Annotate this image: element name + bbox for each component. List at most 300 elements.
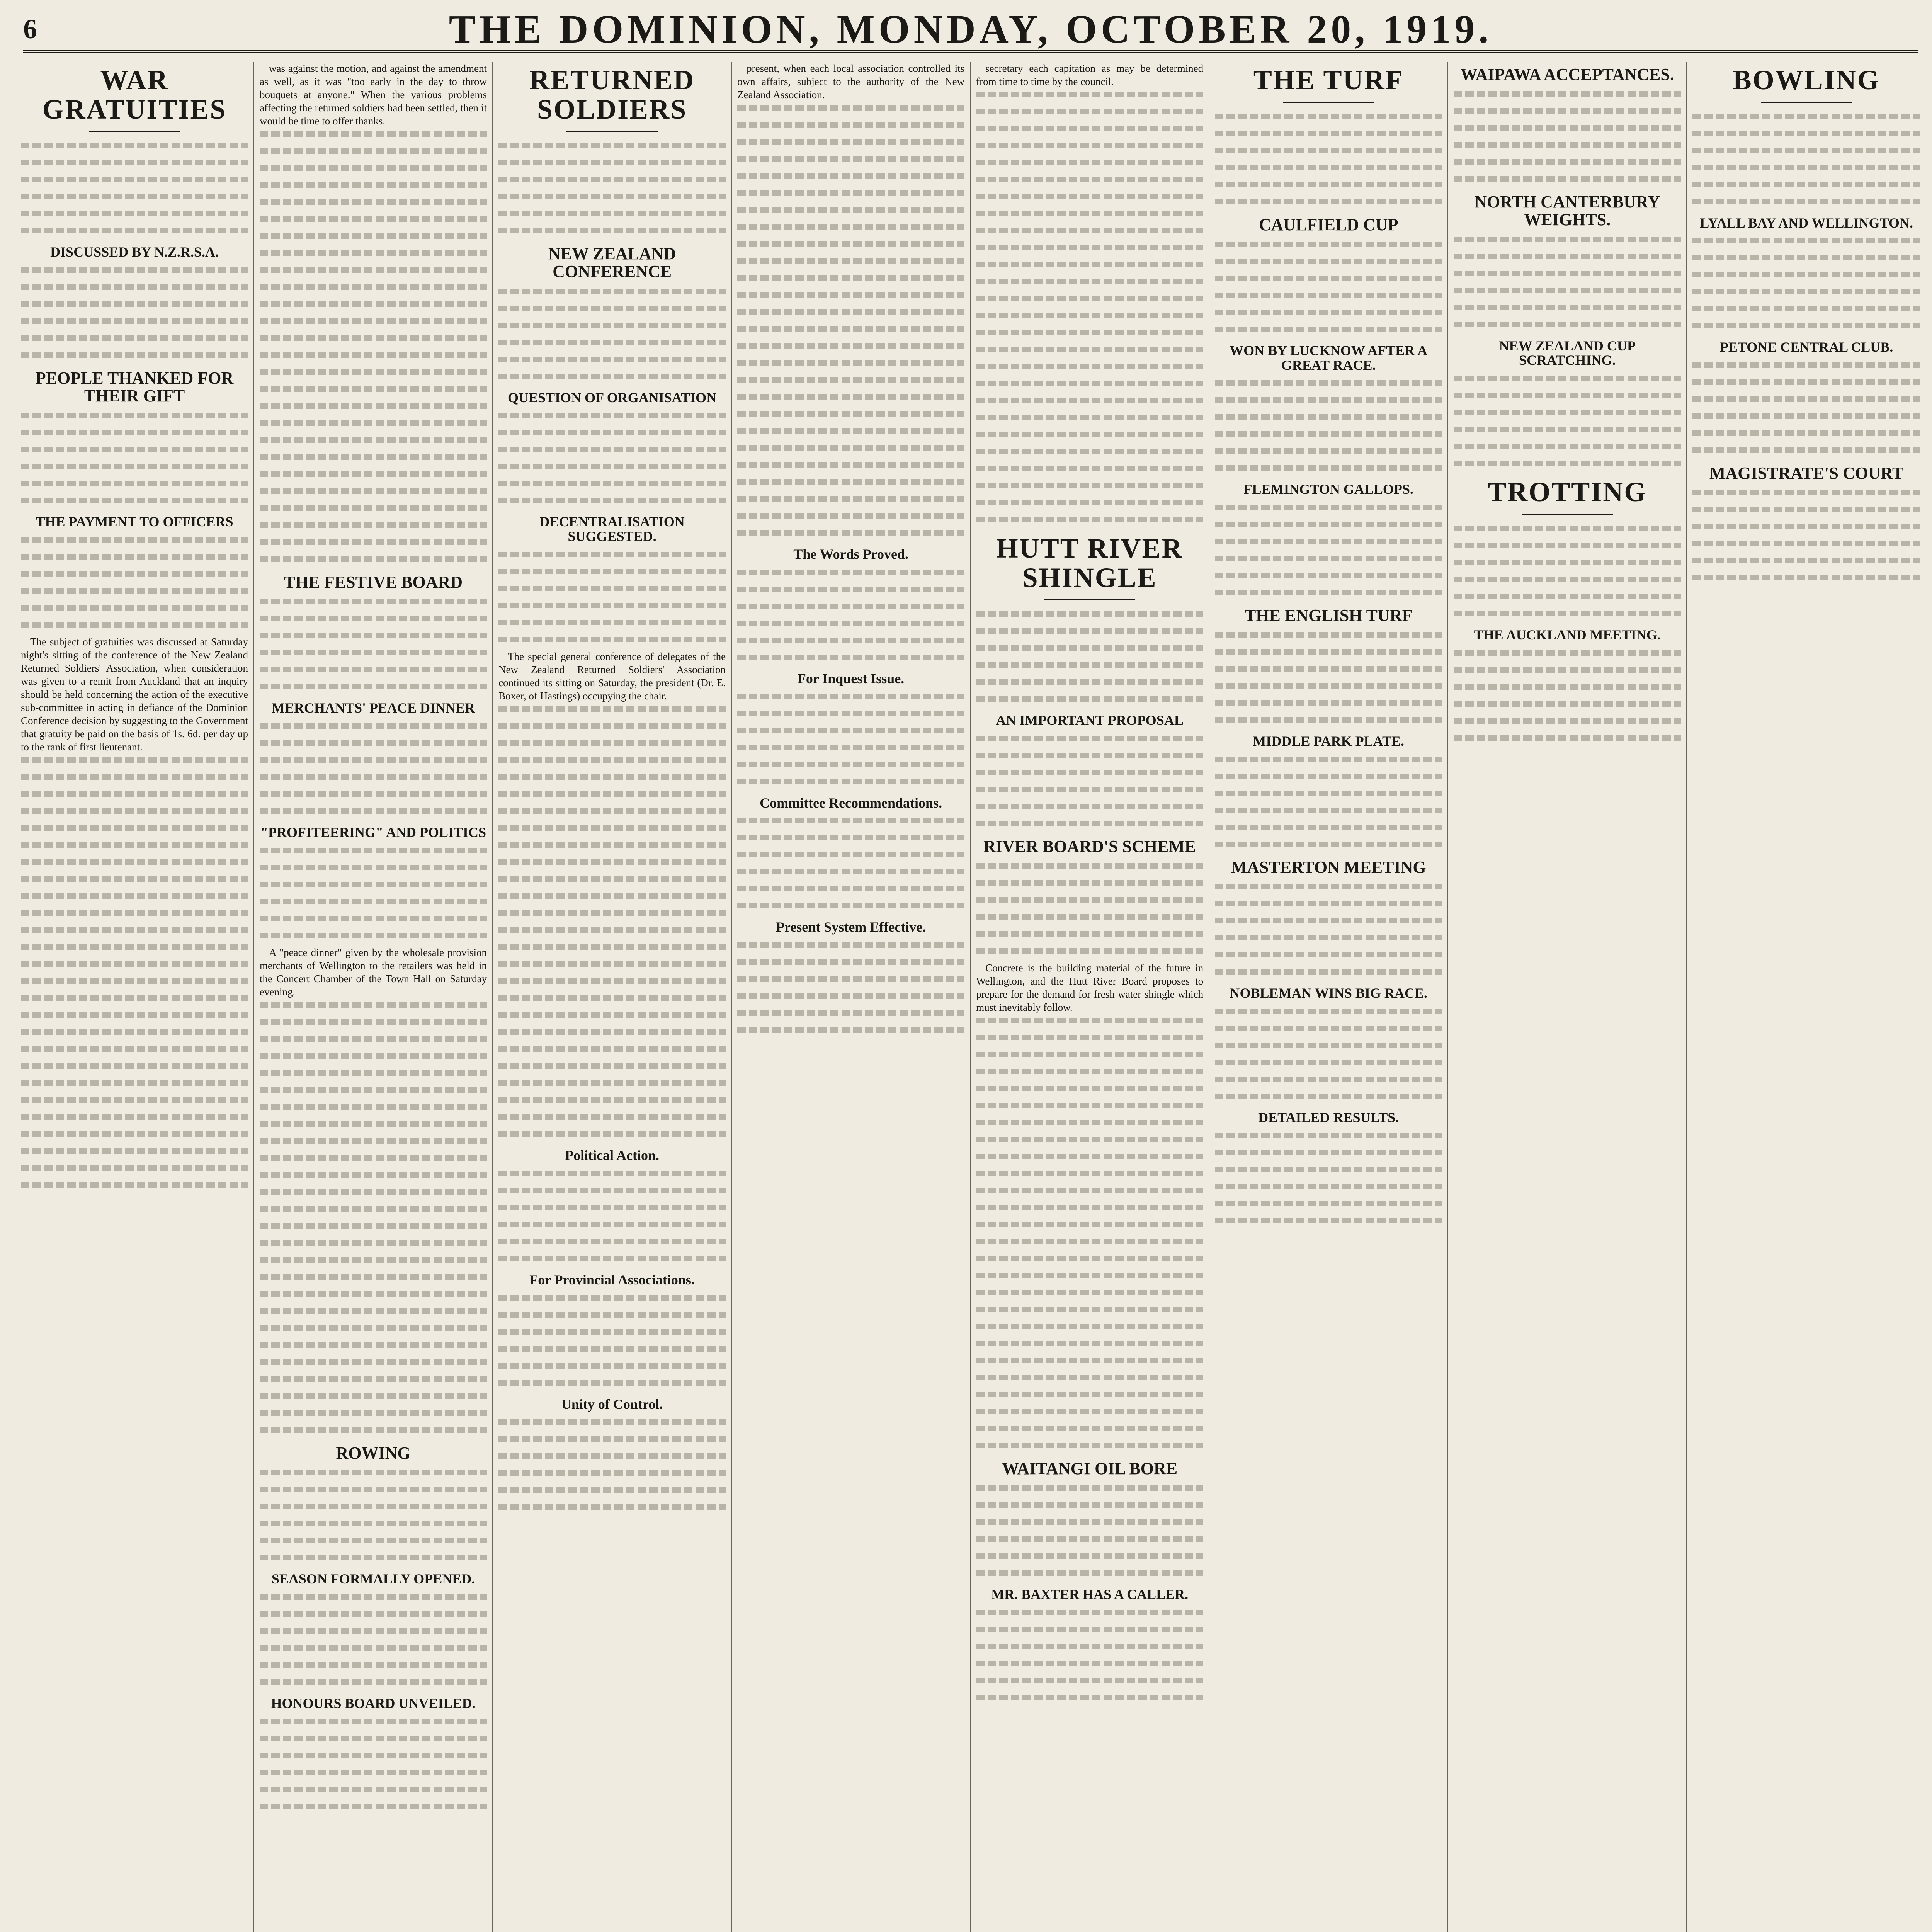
text-line [21,1128,248,1145]
text-filler [1215,110,1442,212]
text-line [1692,520,1920,537]
text-line [976,1184,1203,1201]
text-line [498,1415,726,1432]
text-line [976,1354,1203,1371]
text-line [498,838,726,855]
text-line [976,749,1203,766]
text-line [976,1269,1203,1286]
text-line [260,629,487,646]
text-line [1692,554,1920,571]
article-paragraph: The special general conference of delegates of the New Zealand Returned Soldiers' Association continued its sitting on Saturday, the president (Dr. E. Boxer, of Hastings) occupying the chair. [498,650,726,702]
headline: NEW ZEALAND CUP SCRATCHING. [1499,338,1636,368]
column-7 [1448,62,1687,1932]
text-line [976,893,1203,910]
text-line [1215,821,1442,838]
headline: DECENTRALISATION SUGGESTED. [539,514,685,544]
text-line [737,441,964,458]
text-line [737,707,964,724]
text-line [737,458,964,475]
text-line [498,923,726,940]
text-line [976,1133,1203,1150]
text-line [1454,318,1681,335]
headline: For Provincial Associations. [529,1272,695,1287]
text-line [976,428,1203,445]
text-line [21,957,248,975]
text-line [260,595,487,612]
text-line [976,675,1203,692]
text-filler [737,101,964,543]
text-line [21,567,248,584]
text-line [1454,646,1681,663]
headline: THE FESTIVE BOARD [284,573,463,592]
text-line [737,775,964,792]
text-line [976,1422,1203,1439]
text-line [976,876,1203,893]
text-line [976,207,1203,224]
text-line [976,343,1203,360]
text-line [976,1439,1203,1456]
text-line [1215,753,1442,770]
text-line [260,179,487,196]
text-line [498,770,726,787]
text-line [976,394,1203,411]
headline: RETURNED SOLDIERS [529,65,695,125]
text-line [737,186,964,203]
text-line [260,612,487,629]
text-line [21,1043,248,1060]
text-line [1215,289,1442,306]
text-line [260,998,487,1015]
text-line [1215,535,1442,552]
text-line [498,1252,726,1269]
text-line [1215,696,1442,713]
text-line [1215,178,1442,195]
text-line [21,770,248,787]
text-line [21,315,248,332]
text-line [976,1337,1203,1354]
text-filler [21,139,248,241]
text-line [21,460,248,477]
text-line [260,1624,487,1641]
headline: FLEMINGTON GALLOPS. [1243,481,1413,497]
text-line [260,1032,487,1049]
text-line [498,139,726,156]
headline: THE ENGLISH TURF [1244,606,1413,625]
text-line [1215,323,1442,340]
text-line [976,624,1203,641]
text-line [21,281,248,298]
text-line [1215,770,1442,787]
text-filler [976,1481,1203,1583]
text-line [260,1304,487,1321]
text-line [1692,268,1920,285]
text-line [260,281,487,298]
text-line [976,692,1203,709]
text-line [1215,461,1442,478]
newspaper-title: THE DOMINION, MONDAY, OCTOBER 20, 1919. [449,7,1493,51]
text-line [21,889,248,906]
text-line [976,190,1203,207]
text-line [498,940,726,957]
column-3 [493,62,732,1932]
text-line [21,1145,248,1162]
text-filler [1215,376,1442,478]
text-line [260,787,487,804]
text-line [976,105,1203,122]
text-line [976,360,1203,377]
text-line [260,1287,487,1304]
text-line [737,424,964,441]
text-line [737,583,964,600]
text-line [976,1320,1203,1337]
text-line [498,1060,726,1077]
article-paragraph: present, when each local association controlled its own affairs, subject to the authority of the New Zealand Association. [737,63,965,100]
text-line [498,1167,726,1184]
text-line [498,302,726,319]
text-line [498,1043,726,1060]
text-line [1215,1197,1442,1214]
text-line [498,889,726,906]
text-line [260,349,487,366]
text-filler [1215,238,1442,340]
text-line [976,1014,1203,1031]
text-line [260,1551,487,1568]
text-line [260,1355,487,1372]
text-line [976,513,1203,530]
text-line [1215,272,1442,289]
headline: RIVER BOARD'S SCHEME [983,837,1196,856]
text-filler [1692,110,1920,212]
text-line [21,426,248,443]
text-line [498,409,726,426]
text-line [1215,897,1442,914]
text-line [1454,104,1681,121]
text-line [976,496,1203,513]
text-line [260,1483,487,1500]
text-line [260,1675,487,1692]
text-line [260,264,487,281]
text-line [498,753,726,770]
text-line [976,1235,1203,1252]
text-line [976,1099,1203,1116]
text-line [976,309,1203,326]
text-line [260,1766,487,1783]
text-line [737,356,964,373]
page-number: 6 [23,13,37,44]
text-line [498,1218,726,1235]
text-line [498,992,726,1009]
text-line [1692,444,1920,461]
text-line [21,298,248,315]
text-line [1692,376,1920,393]
text-line [498,1026,726,1043]
text-line [976,1549,1203,1566]
text-line [498,207,726,224]
text-line [1454,556,1681,573]
text-filler [1215,1005,1442,1107]
headline: HUTT RIVER SHINGLE [996,533,1183,593]
text-line [976,122,1203,139]
text-line [498,582,726,599]
text-line [498,1325,726,1342]
text-line [1215,161,1442,178]
text-line [976,1388,1203,1405]
text-line [1215,376,1442,393]
text-line [498,319,726,336]
text-line [21,855,248,872]
text-line [260,468,487,485]
text-line [498,1184,726,1201]
text-line [260,929,487,946]
text-line [1692,285,1920,302]
headline: DISCUSSED BY N.Z.R.S.A. [50,244,219,260]
text-line [737,814,964,831]
text-filler [21,753,248,1196]
text-line [21,1026,248,1043]
text-filler [1692,486,1920,588]
article-paragraph: was against the motion, and against the amendment as well, as it was "too early in the day to throw bouquets at anyone." When the various problems affecting the returned soldiers had been settled, then it would be time to offer thanks. [260,63,487,127]
text-line [498,906,726,923]
column-5 [971,62,1209,1932]
text-filler [1454,372,1681,474]
text-line [1692,110,1920,127]
text-line [260,213,487,230]
text-line [1454,233,1681,250]
text-line [1215,645,1442,662]
headline: MERCHANTS' PEACE DINNER [272,700,475,716]
text-line [498,370,726,387]
text-line [976,1371,1203,1388]
text-line [976,1498,1203,1515]
text-line [260,1715,487,1732]
headline-rule [1283,102,1374,103]
text-line [1454,406,1681,423]
text-line [976,377,1203,394]
text-line [976,1048,1203,1065]
text-filler [976,1606,1203,1708]
article-paragraph: secretary each capitation as may be determined from time to time by the council. [976,63,1204,87]
text-filler [260,595,487,697]
text-line [498,1009,726,1026]
text-line [21,1060,248,1077]
text-line [1215,1163,1442,1180]
text-line [498,1235,726,1252]
text-line [1454,573,1681,590]
text-line [976,1252,1203,1269]
text-line [498,477,726,494]
text-filler [498,1415,726,1517]
text-line [1692,486,1920,503]
text-line [498,855,726,872]
article-paragraph: Concrete is the building material of the future in Wellington, and the Hutt River Board proposes to prepare for the demand for fresh water shingle which must inevitably follow. [976,962,1204,1014]
text-line [498,633,726,650]
text-line [976,1167,1203,1184]
text-line [260,1168,487,1185]
text-line [1454,155,1681,172]
text-line [1215,1005,1442,1022]
text-line [21,264,248,281]
text-line [260,1372,487,1389]
text-line [976,1201,1203,1218]
text-filler [737,939,964,1041]
text-line [260,663,487,680]
text-line [976,479,1203,496]
text-line [21,601,248,618]
text-line [498,599,726,616]
text-filler [1454,522,1681,624]
text-filler [1454,233,1681,335]
text-line [737,152,964,169]
text-filler [260,844,487,946]
text-filler [498,139,726,241]
column-2 [254,62,493,1932]
text-line [976,817,1203,834]
text-line [737,1024,964,1041]
text-line [1215,427,1442,444]
text-line [737,203,964,220]
text-line [498,224,726,241]
text-line [21,975,248,992]
text-line [21,584,248,601]
text-line [21,618,248,635]
text-line [260,417,487,434]
text-line [976,139,1203,156]
text-line [1215,713,1442,730]
text-line [976,326,1203,343]
text-filler [1454,646,1681,748]
text-line [737,848,964,865]
text-line [260,1517,487,1534]
headline: NOBLEMAN WINS BIG RACE. [1230,985,1427,1001]
text-line [260,1590,487,1607]
text-line [976,275,1203,292]
text-line [260,719,487,736]
text-line [498,1359,726,1376]
text-line [976,1691,1203,1708]
text-line [260,1749,487,1766]
text-line [260,315,487,332]
text-line [21,190,248,207]
text-line [1215,1146,1442,1163]
text-filler [1692,359,1920,461]
text-line [260,536,487,553]
text-line [260,1049,487,1066]
text-line [976,1606,1203,1623]
headline: MIDDLE PARK PLATE. [1253,733,1405,749]
text-line [976,224,1203,241]
text-line [1215,931,1442,948]
text-line [260,1658,487,1675]
text-line [1692,161,1920,178]
text-line [260,1607,487,1624]
text-filler [498,1167,726,1269]
text-line [1215,1056,1442,1073]
text-line [260,895,487,912]
text-line [21,1077,248,1094]
text-line [737,690,964,707]
text-line [1215,838,1442,855]
text-line [260,1066,487,1083]
text-line [1454,697,1681,714]
text-line [737,724,964,741]
text-line [976,944,1203,961]
text-filler [976,859,1203,961]
text-line [21,550,248,567]
text-line [976,1031,1203,1048]
text-line [976,1532,1203,1549]
text-line [260,1338,487,1355]
text-line [1454,250,1681,267]
text-line [21,992,248,1009]
text-filler [260,1715,487,1817]
text-filler [260,998,487,1440]
headline: PEOPLE THANKED FOR THEIR GIFT [35,368,234,406]
text-line [976,1566,1203,1583]
text-line [498,616,726,633]
text-line [1215,880,1442,897]
text-line [976,1150,1203,1167]
headline-rule [1044,599,1135,600]
text-line [1215,306,1442,323]
text-filler [260,719,487,821]
text-line [260,519,487,536]
text-line [260,196,487,213]
headline: MR. BAXTER HAS A CALLER. [991,1587,1189,1602]
text-line [1215,127,1442,144]
text-line [260,1732,487,1749]
headline: DETAILED RESULTS. [1258,1110,1399,1126]
headline: HONOURS BOARD UNVEILED. [271,1695,476,1711]
text-line [1215,914,1442,931]
text-line [498,702,726,719]
text-line [1215,195,1442,212]
text-line [21,173,248,190]
text-filler [260,128,487,570]
text-line [498,804,726,821]
headline: MAGISTRATE'S COURT [1709,464,1904,483]
text-line [1215,1073,1442,1090]
text-line [260,1151,487,1168]
text-line [976,1286,1203,1303]
text-line [1215,501,1442,518]
text-line [498,1483,726,1500]
text-line [1692,359,1920,376]
text-filler [21,264,248,366]
text-line [737,634,964,651]
text-line [260,680,487,697]
headline-rule [566,131,657,132]
text-line [21,1162,248,1179]
text-line [1454,267,1681,284]
text-line [1454,423,1681,440]
text-line [737,118,964,135]
text-line [498,336,726,353]
text-line [1454,714,1681,731]
text-line [737,651,964,668]
headline: THE TURF [1253,65,1404,95]
text-line [498,1291,726,1308]
text-line [498,1094,726,1111]
headline: THE PAYMENT TO OFFICERS [36,514,233,530]
text-line [1454,284,1681,301]
text-filler [498,409,726,511]
text-line [498,565,726,582]
headline: MASTERTON MEETING [1231,858,1426,877]
text-line [737,956,964,973]
text-line [498,1077,726,1094]
text-line [260,861,487,878]
text-line [260,1321,487,1338]
